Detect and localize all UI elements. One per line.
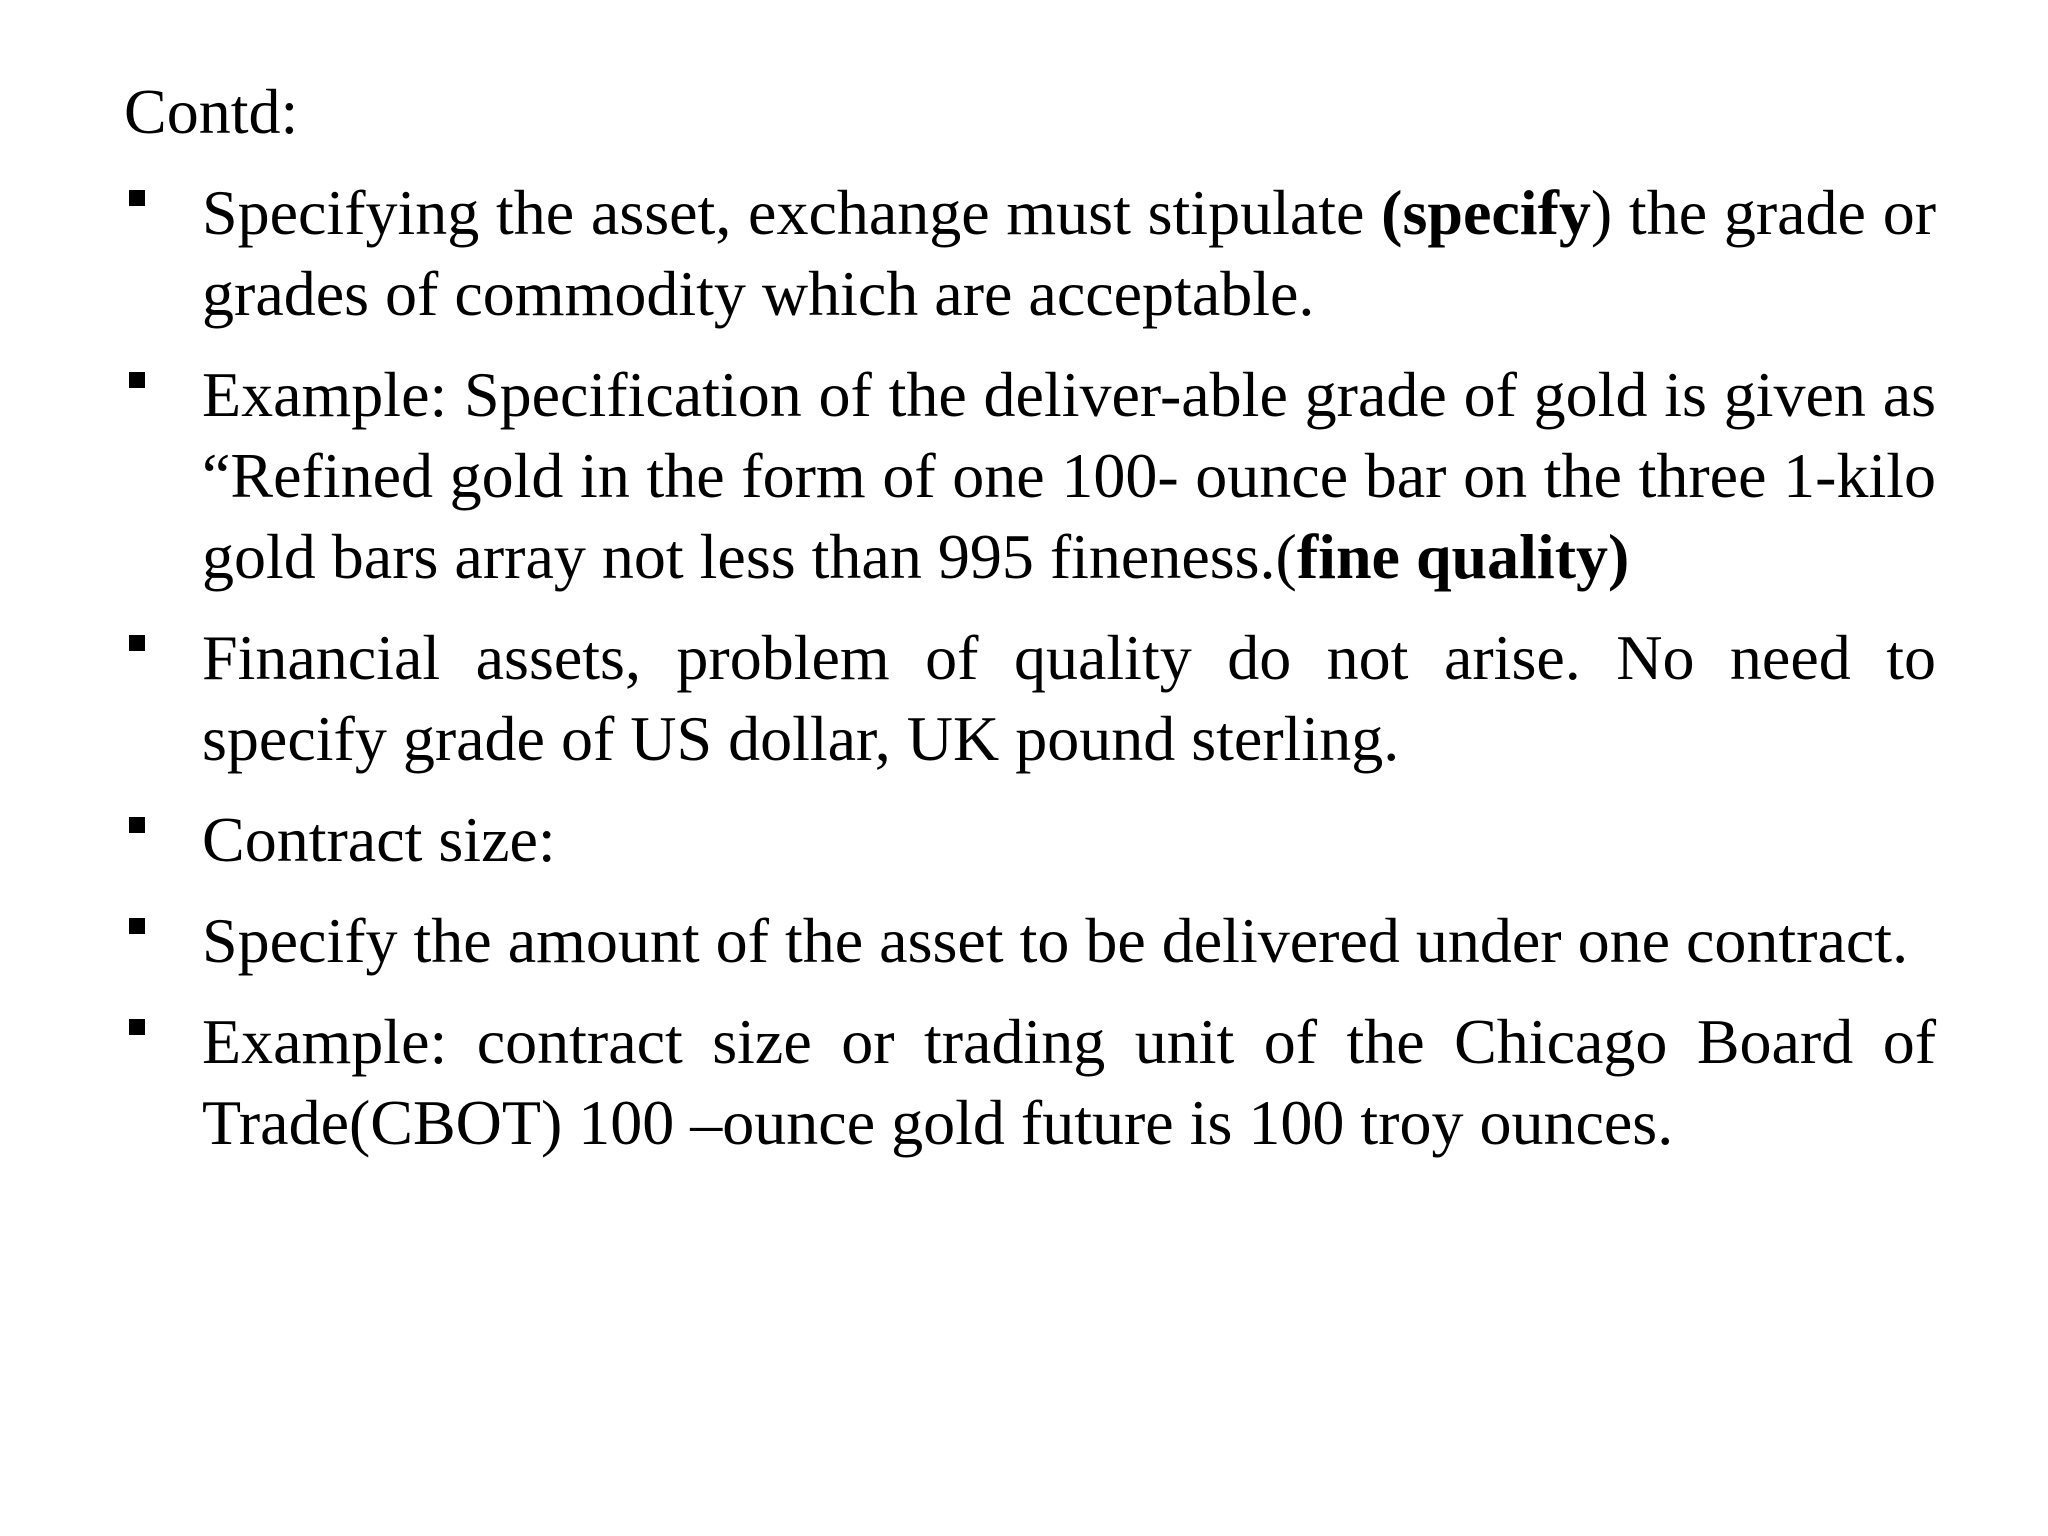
bullet-text: Specify the amount of the asset to be delivered under one contract. xyxy=(202,905,1909,976)
bullet-list xyxy=(124,172,1936,1183)
bullet-bold-text: (specify xyxy=(1381,177,1591,248)
bullet-item-cbot-example xyxy=(124,1001,1936,1163)
bullet-item-gold-example xyxy=(124,354,1936,597)
square-bullet-icon xyxy=(129,1019,145,1035)
bullet-item-financial-assets xyxy=(124,617,1936,779)
bullet-text: Contract size: xyxy=(202,804,556,875)
bullet-text: Example: Specification of the deliver-able grade of gold is given as “Refined gold in the form of one 100- ounce bar on the three 1-kilo gold bars array not less than 995 fineness.( xyxy=(202,359,1936,592)
bullet-bold-text: fine quality) xyxy=(1296,521,1630,592)
square-bullet-icon xyxy=(129,918,145,934)
square-bullet-icon xyxy=(129,372,145,388)
bullet-item-specifying-asset xyxy=(124,172,1936,334)
bullet-text: Specifying the asset, exchange must stipulate xyxy=(202,177,1382,248)
square-bullet-icon xyxy=(129,817,145,833)
square-bullet-icon xyxy=(129,190,145,206)
bullet-text-continued: ) the grade or grades of commodity which are acceptable. xyxy=(202,177,1937,329)
square-bullet-icon xyxy=(129,635,145,651)
bullet-text: Example: contract size or trading unit of the Chicago Board of Trade(CBOT) 100 –ounce gold future is 100 troy ounces. xyxy=(202,1006,1936,1158)
slide-heading: Contd: xyxy=(124,76,299,147)
bullet-text: Financial assets, problem of quality do not arise. No need to specify grade of US dollar, UK pound sterling. xyxy=(202,622,1936,774)
bullet-item-specify-amount xyxy=(124,900,1936,981)
bullet-item-contract-size xyxy=(124,799,1936,880)
